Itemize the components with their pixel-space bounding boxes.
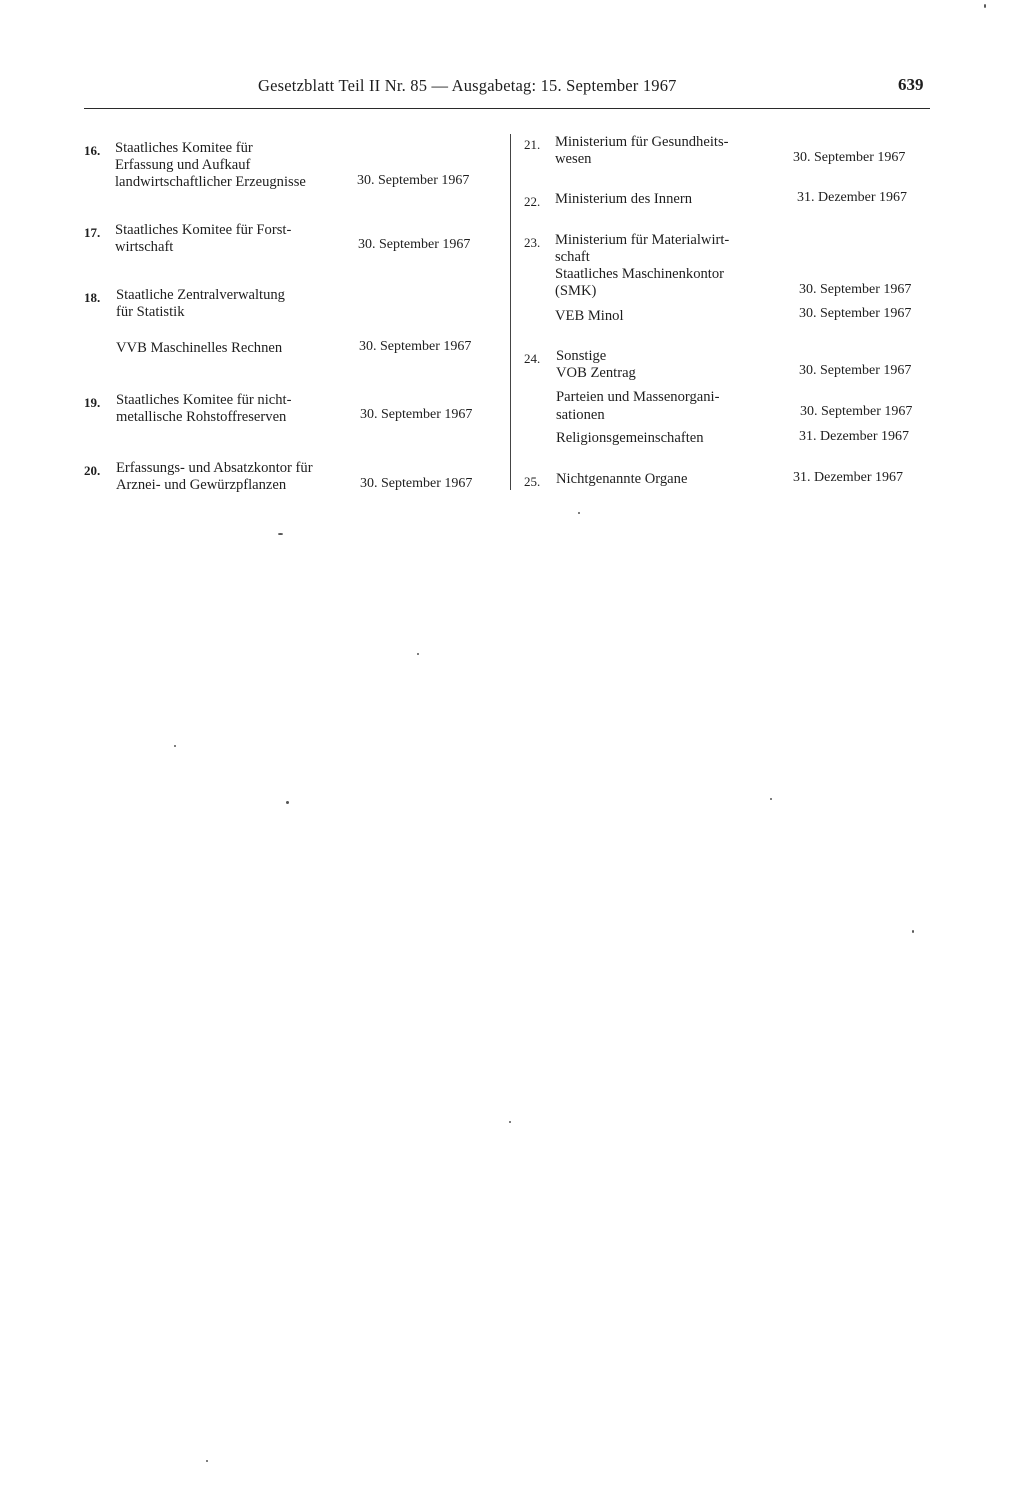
entry-text-line: VVB Maschinelles Rechnen (116, 340, 283, 356)
entry-number: 23. (524, 235, 541, 250)
entry-text-line: für Statistik (116, 304, 185, 320)
scan-speck (770, 798, 772, 800)
deadline-date: 30. September 1967 (793, 150, 906, 165)
running-header: Gesetzblatt Teil II Nr. 85 — Ausgabetag: 15. September 1967 (258, 76, 677, 95)
scan-speck (206, 1460, 208, 1462)
entry-text-line: wesen (555, 151, 592, 167)
entry-text-line: Nichtgenannte Organe (556, 471, 688, 487)
scan-speck (174, 745, 176, 747)
deadline-date: 30. September 1967 (358, 237, 471, 252)
column-divider (510, 134, 511, 490)
entry-text-line: sationen (556, 407, 605, 423)
deadline-date: 30. September 1967 (800, 404, 913, 419)
deadline-date: 30. September 1967 (360, 407, 473, 422)
entry-text-line: wirtschaft (115, 239, 174, 255)
entry-text-line: VOB Zentrag (556, 365, 636, 381)
entry-text-line: Staatliches Maschinenkontor (555, 266, 725, 282)
scan-speck (278, 533, 283, 535)
deadline-date: 30. September 1967 (359, 339, 472, 354)
scan-speck (912, 930, 914, 933)
entry-text-line: Staatliches Komitee für Forst- (115, 222, 292, 238)
scan-speck (417, 653, 419, 655)
scan-speck (984, 4, 986, 8)
scan-speck (286, 801, 289, 804)
entry-number: 24. (524, 351, 541, 366)
entry-text-line: Sonstige (556, 348, 607, 364)
deadline-date: 30. September 1967 (799, 363, 912, 378)
deadline-date: 30. September 1967 (357, 173, 470, 188)
deadline-date: 31. Dezember 1967 (797, 190, 908, 205)
entry-text-line: Arznei- und Gewürzpflanzen (116, 477, 287, 493)
entry-text-line: landwirtschaftlicher Erzeugnisse (115, 174, 306, 190)
entry-text-line: Religionsgemeinschaften (556, 430, 704, 446)
entry-number: 22. (524, 194, 541, 209)
entry-text-line: (SMK) (555, 283, 597, 299)
page-number: 639 (898, 75, 924, 94)
entry-text-line: Erfassung und Aufkauf (115, 157, 251, 173)
entry-number: 16. (84, 143, 101, 158)
entry-text-line: Ministerium für Gesundheits- (555, 134, 729, 150)
scan-speck (509, 1121, 511, 1123)
entry-text-line: Parteien und Massenorgani- (556, 389, 720, 405)
entry-text-line: Erfassungs- und Absatzkontor für (116, 460, 313, 476)
entry-number: 21. (524, 137, 541, 152)
entry-text-line: Staatliches Komitee für nicht- (116, 392, 292, 408)
entry-text-line: metallische Rohstoffreserven (116, 409, 287, 425)
header-rule (84, 108, 930, 109)
deadline-date: 31. Dezember 1967 (799, 429, 910, 444)
entry-text-line: Ministerium für Materialwirt- (555, 232, 730, 248)
entry-text-line: Ministerium des Innern (555, 191, 692, 207)
entry-number: 25. (524, 474, 541, 489)
entry-text-line: Staatliches Komitee für (115, 140, 253, 156)
deadline-date: 30. September 1967 (799, 282, 912, 297)
entry-text-line: VEB Minol (555, 308, 624, 324)
entry-number: 17. (84, 225, 101, 240)
entry-text-line: schaft (555, 249, 590, 265)
entry-text-line: Staatliche Zentralverwaltung (116, 287, 285, 303)
deadline-date: 30. September 1967 (360, 476, 473, 491)
entry-number: 20. (84, 463, 101, 478)
deadline-date: 30. September 1967 (799, 306, 912, 321)
entry-number: 19. (84, 395, 101, 410)
deadline-date: 31. Dezember 1967 (793, 470, 904, 485)
scan-speck (578, 512, 580, 514)
entry-number: 18. (84, 290, 101, 305)
